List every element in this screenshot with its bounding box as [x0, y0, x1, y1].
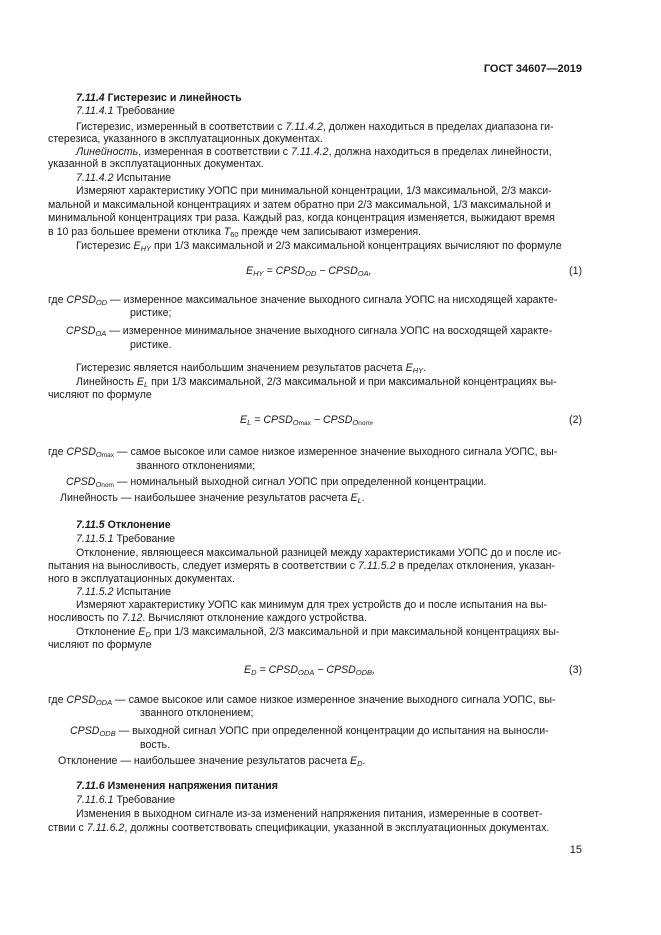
paragraph: стерезиса, указанного в эксплуатационных документах. — [48, 133, 323, 145]
where-item: Линейность — наибольшее значение результатов расчета $E_L$. — [60, 492, 365, 505]
paragraph: Линейность $E_L$ при 1/3 максимальной, 2/3 максимальной и при максимальной концентрациях вы- — [76, 376, 557, 389]
paragraph: Гистерезис $E_{HY}$ при 1/3 максимальной и 2/3 максимальной концентрациях вычисляют по формуле — [76, 240, 562, 253]
paragraph: Линейность, измеренная в соответствии с 7.11.4.2, должна находиться в пределах линейности, — [76, 146, 552, 158]
subsection-heading: 7.11.4.2 Испытание — [76, 172, 172, 184]
where-item: где $CPSD_{Omax}$ — самое высокое или самое низкое измеренное значение выходного сигнала УОПС, вы- — [48, 446, 558, 459]
standard-header: ГОСТ 34607—2019 — [483, 63, 582, 75]
paragraph: в 10 раз большее времени отклика $T_{60}$ прежде чем записывают измерения. — [48, 226, 422, 239]
subsection-heading: 7.11.6.1 Требование — [76, 794, 176, 806]
where-item: Отклонение — наибольшее значение результатов расчета $E_D$. — [58, 755, 366, 768]
paragraph: мальной и максимальной концентрациях и затем обратно при 2/3 максимальной, 1/3 максимальной и — [48, 199, 551, 211]
paragraph: носливость по 7.12. Вычисляют отклонение каждого устройства. — [48, 612, 367, 624]
subsection-heading: 7.11.5.2 Испытание — [76, 586, 172, 598]
paragraph: пытания на выносливость, следует измерять в соответствии с 7.11.5.2 в пределах отклонения, указан- — [48, 560, 556, 572]
formula-2: $E_L$ = $CPSD_{Omax}$ − $CPSD_{Onom}$, — [240, 414, 374, 427]
subsection-heading: 7.11.5.1 Требование — [76, 533, 176, 545]
section-heading: 7.11.4 Гистерезис и линейность — [76, 92, 242, 104]
formula-1: $E_{HY}$ = $CPSD_{OD}$ − $CPSD_{OA}$, — [246, 265, 372, 278]
page-number: 15 — [569, 844, 582, 856]
where-item-cont: вость. — [140, 739, 171, 751]
section-heading: 7.11.5 Отклонение — [76, 519, 171, 531]
subsection-heading: 7.11.4.1 Требование — [76, 105, 176, 117]
where-item: $CPSD_{Onom}$ — номинальный выходной сигнал УОПС при определенной концентрации. — [66, 476, 487, 489]
paragraph: Измеряют характеристику УОПС как минимум для трех устройств до и после испытания на вы- — [76, 599, 548, 611]
where-item: $CPSD_{ODB}$ — выходной сигнал УОПС при определенной концентрации до испытания на выносли- — [70, 725, 549, 738]
paragraph: Измеряют характеристику УОПС при минимальной концентрации, 1/3 максимальной, 2/3 макси- — [76, 185, 552, 197]
paragraph: ствии с 7.11.6.2, должны соответствовать спецификации, указанной в эксплуатационных документах. — [48, 822, 550, 834]
paragraph: минимальной концентрациях три раза. Каждый раз, когда концентрация изменяется, выжидают время — [48, 212, 555, 224]
paragraph: Гистерезис, измеренный в соответствии с 7.11.4.2, должен находиться в пределах диапазона ги- — [76, 121, 554, 133]
paragraph: Отклонение, являющееся максимальной разницей между характеристиками УОПС до и после ис- — [76, 547, 562, 559]
paragraph: Изменения в выходном сигнале из-за изменений напряжения питания, измеренные в соответ- — [76, 808, 543, 820]
where-item: где $CPSD_{ODA}$ — самое высокое или самое низкое измеренное значение выходного сигнала УОПС, вы- — [48, 694, 556, 707]
formula-3: $E_D$ = $CPSD_{ODA}$ − $CPSD_{ODB}$, — [244, 664, 376, 677]
where-item-cont: ристике. — [130, 339, 172, 351]
formula-number: (3) — [569, 664, 582, 676]
where-item-cont: званного отклонением; — [140, 707, 254, 719]
where-item-cont: званного отклонениями; — [136, 460, 256, 472]
paragraph: Гистерезис является наибольшим значением результатов расчета $E_{HY}$. — [76, 362, 427, 375]
where-item-cont: ристике; — [130, 307, 172, 319]
section-heading: 7.11.6 Изменения напряжения питания — [76, 780, 278, 792]
formula-number: (1) — [569, 265, 582, 277]
paragraph: числяют по формуле — [48, 389, 152, 401]
where-item: $CPSD_{OA}$ — измеренное минимальное значение выходного сигнала УОПС на восходящей характе- — [66, 325, 553, 338]
where-item: где $CPSD_{OD}$ — измеренное максимальное значение выходного сигнала УОПС на нисходящей характе- — [48, 294, 558, 307]
formula-number: (2) — [569, 414, 582, 426]
paragraph: числяют по формуле — [48, 639, 152, 651]
paragraph: указанной в эксплуатационных документах. — [48, 158, 264, 170]
paragraph: ного в эксплуатационных документах. — [48, 573, 235, 585]
paragraph: Отклонение $E_D$ при 1/3 максимальной, 2/3 максимальной и при максимальной концентрациях вы- — [76, 626, 560, 639]
